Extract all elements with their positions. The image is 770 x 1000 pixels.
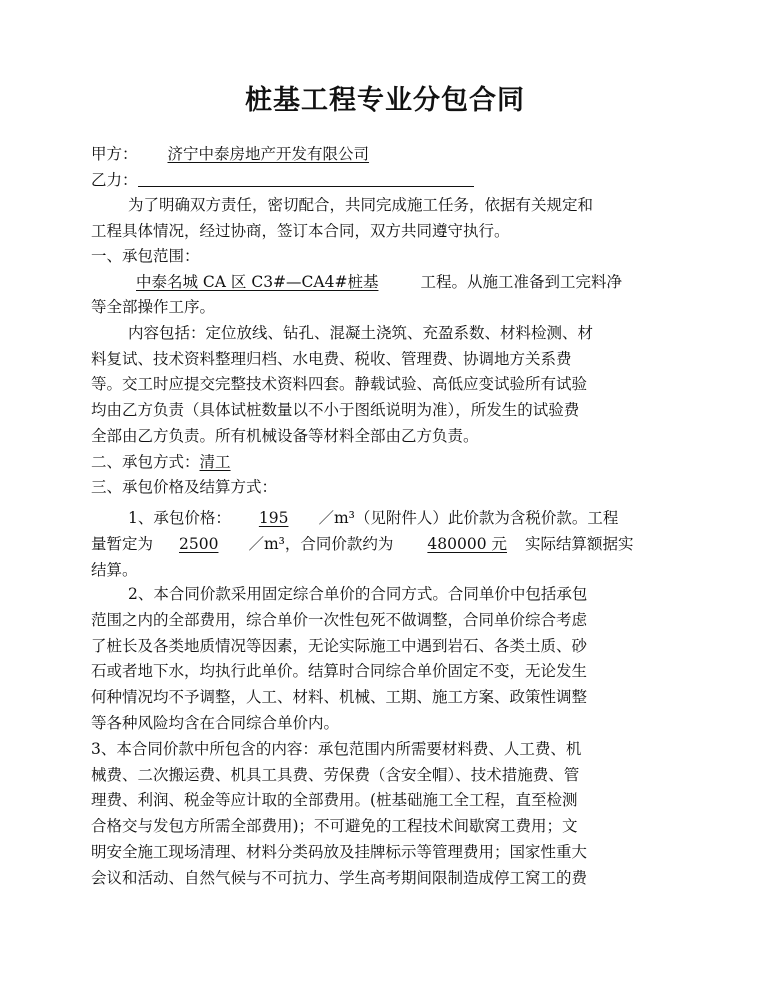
- para-line: 工程具体情况，经过协商，签订本合同，双方共同遵守执行。: [91, 222, 510, 240]
- para-line: 了桩长及各类地质情况等因素，无论实际施工中遇到岩石、各类土质、砂: [91, 637, 588, 655]
- party-a-line: [91, 141, 681, 167]
- para-line: 等各种风险均含在合同综合单价内。: [91, 714, 340, 732]
- para-line: 何种情况均不予调整，人工、材料、机械、工期、施工方案、政策性调整: [91, 688, 588, 706]
- para-line: 为了明确双方责任，密切配合，共同完成施工任务，依据有关规定和: [128, 196, 594, 214]
- party-b-blank: [138, 168, 474, 187]
- para-line: 均由乙方负责（具体试桩数量以不小于图纸说明为准），所发生的试验费: [91, 401, 580, 419]
- party-b-label: 乙力：: [91, 171, 138, 189]
- price-line: 1、承包价格： 195 ／m³（见附件人）此价款为含税价款。工程: [128, 509, 619, 527]
- party-b-line: [91, 167, 681, 193]
- para-line: 3、本合同价款中所包含的内容：承包范围内所需要材料费、人工费、机: [91, 740, 582, 758]
- para-line: 全部由乙方负责。所有机械设备等材料全部由乙方负责。: [91, 427, 479, 445]
- contract-type-line: 二、承包方式：清工: [91, 453, 231, 471]
- contract-amount-value: 480000 元: [427, 535, 507, 553]
- para-line: 等全部操作工序。: [91, 298, 216, 316]
- para-line: 等。交工时应提交完整技术资料四套。静载试验、高低应变试验所有试验: [91, 375, 588, 393]
- para-line: 会议和活动、自然气候与不可抗力、学生高考期间限制造成停工窝工的费: [91, 869, 588, 887]
- para-line: 2、本合同价款采用固定综合单价的合同方式。合同单价中包括承包: [128, 585, 588, 603]
- para-line: 范围之内的全部费用，综合单价一次性包死不做调整，合同单价综合考虑: [91, 611, 588, 629]
- quantity-line: 量暂定为 2500 ／m³，合同价款约为 480000 元 实际结算额据实: [91, 535, 634, 553]
- para-line: 内容包括：定位放线、钻孔、混凝土浇筑、充盈系数、材料检测、材: [128, 324, 594, 342]
- party-a-value-underlined: 济宁中泰房地产开发有限公司: [167, 145, 370, 163]
- section-heading: 一、承包范围：: [91, 247, 200, 265]
- para-line: 械费、二次搬运费、机具工具费、劳保费（含安全帽）、技术措施费、管: [91, 766, 580, 784]
- project-name-underlined: 中泰名城 CA 区 C3#—CA4#桩基: [136, 273, 379, 291]
- party-a-label: 甲方：: [91, 145, 138, 163]
- scope-line: 中泰名城 CA 区 C3#—CA4#桩基 工程。从施工准备到工完料净: [136, 273, 622, 291]
- para-line: 石或者地下水，均执行此单价。结算时合同综合单价固定不变，无论发生: [91, 662, 588, 680]
- quantity-value: 2500: [179, 535, 219, 553]
- unit-price-value: 195: [258, 509, 289, 527]
- para-line: 合格交与发包方所需全部费用)；不可避免的工程技术间歇窝工费用；文: [91, 817, 578, 835]
- para-line: 结算。: [91, 561, 138, 579]
- para-line: 理费、利润、税金等应计取的全部费用。(桩基础施工全工程，直至检测: [91, 791, 578, 809]
- para-line: 明安全施工现场清理、材料分类码放及挂牌标示等管理费用；国家性重大: [91, 843, 588, 861]
- contract-type-value: 清工: [199, 453, 231, 471]
- section-heading: 三、承包价格及结算方式：: [91, 478, 278, 496]
- document-title: 桩基工程专业分包合同: [245, 85, 525, 116]
- para-line: 料复试、技术资料整理归档、水电费、税收、管理费、协调地方关系费: [91, 350, 572, 368]
